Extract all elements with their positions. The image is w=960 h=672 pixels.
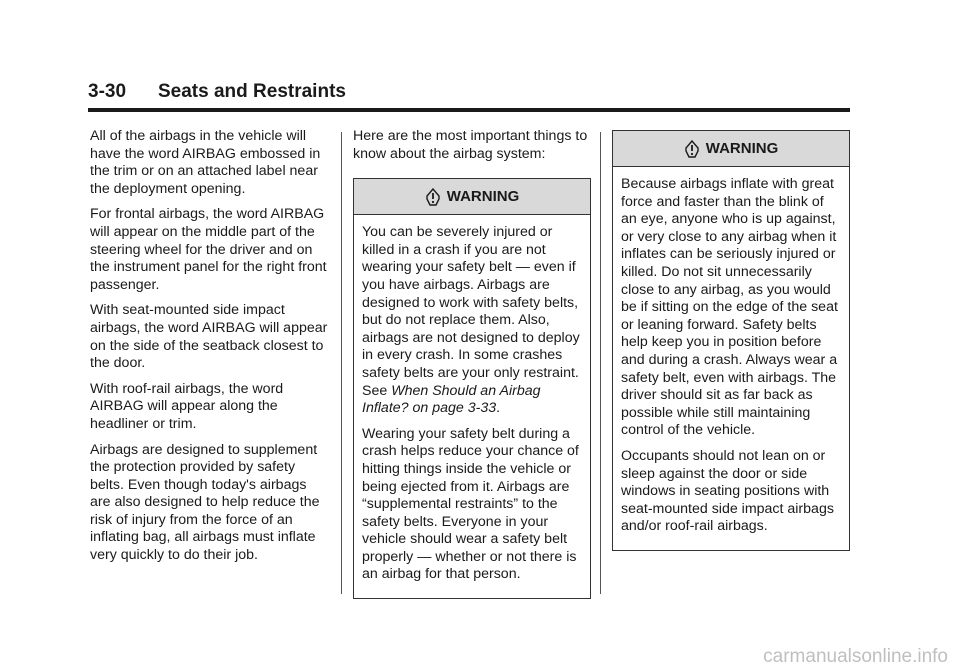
column-2 bbox=[353, 128, 593, 599]
warning-body bbox=[613, 167, 849, 550]
warning-body bbox=[354, 215, 590, 598]
section-title: Seats and Restraints bbox=[158, 81, 346, 102]
column-1 bbox=[90, 128, 330, 573]
paragraph: All of the airbags in the vehicle will have the word AIRBAG embossed in the trim or on an attached label near the deployment opening. bbox=[90, 128, 321, 197]
intro-text: Here are the most important things to know about the airbag system: bbox=[353, 128, 588, 162]
warning-heading: WARNING bbox=[446, 187, 520, 205]
warning-triangle-icon bbox=[425, 188, 441, 206]
warning-header bbox=[354, 179, 590, 215]
warning-paragraph: Occupants should not lean on or sleep against the door or side windows in seating positions with seat-mounted side impact airbags and/or roof-rail airbags. bbox=[621, 447, 834, 535]
column-3 bbox=[612, 130, 852, 551]
page-reference[interactable]: When Should an Airbag Inflate? on page 3-33 bbox=[362, 382, 541, 417]
warning-heading: WARNING bbox=[705, 139, 779, 157]
warning-paragraph: Wearing your safety belt during a crash helps reduce your chance of hitting things inside the vehicle or being ejected from it. Airbags are “supplemental restraints” to the safety belts. Everyone in your vehicle should wear a safety belt properly — whether or not there is an airbag for that person. bbox=[362, 425, 579, 583]
warning-box bbox=[612, 130, 850, 551]
column-divider bbox=[341, 132, 342, 594]
page-header bbox=[88, 80, 850, 112]
warning-triangle-icon bbox=[684, 140, 700, 158]
warning-text-end: . bbox=[496, 400, 501, 417]
paragraph: Airbags are designed to supplement the protection provided by safety belts. Even though today's airbags are also designed to help reduce the risk of injury from the force of an inflating bag, all airbags must inflate very quickly to do their job. bbox=[90, 441, 320, 564]
paragraph: For frontal airbags, the word AIRBAG will appear on the middle part of the steering wheel for the driver and on the instrument panel for the right front passenger. bbox=[90, 206, 327, 293]
warning-text: You can be severely injured or killed in a crash if you are not wearing your safety belt — even if you have airbags. Airbags are designed to work with safety belts, but do not replace them. Also, airbags are not designed to deploy in every crash. In some crashes safety belts are your only restraint. See bbox=[362, 224, 580, 399]
warning-paragraph bbox=[362, 224, 582, 418]
warning-box bbox=[353, 178, 591, 599]
column-divider bbox=[600, 132, 601, 594]
paragraph: With seat-mounted side impact airbags, the word AIRBAG will appear on the side of the seatback closest to the door. bbox=[90, 302, 328, 372]
warning-header bbox=[613, 131, 849, 167]
warning-paragraph: Because airbags inflate with great force and faster than the blink of an eye, anyone who is up against, or very close to any airbag when it inflates can be seriously injured or killed. Do not sit unnecessarily close to any airbag, as you would be if sitting on the edge of the seat or leaning forward. Safety belts help keep you in position before and during a crash. Always wear a safety belt, even with airbags. The driver should sit as far back as possible while still maintaining control of the vehicle. bbox=[621, 176, 838, 439]
paragraph: With roof-rail airbags, the word AIRBAG will appear along the headliner or trim. bbox=[90, 380, 284, 432]
watermark: carmanualsonline.info bbox=[763, 646, 948, 667]
page-number: 3-30 bbox=[88, 81, 127, 102]
